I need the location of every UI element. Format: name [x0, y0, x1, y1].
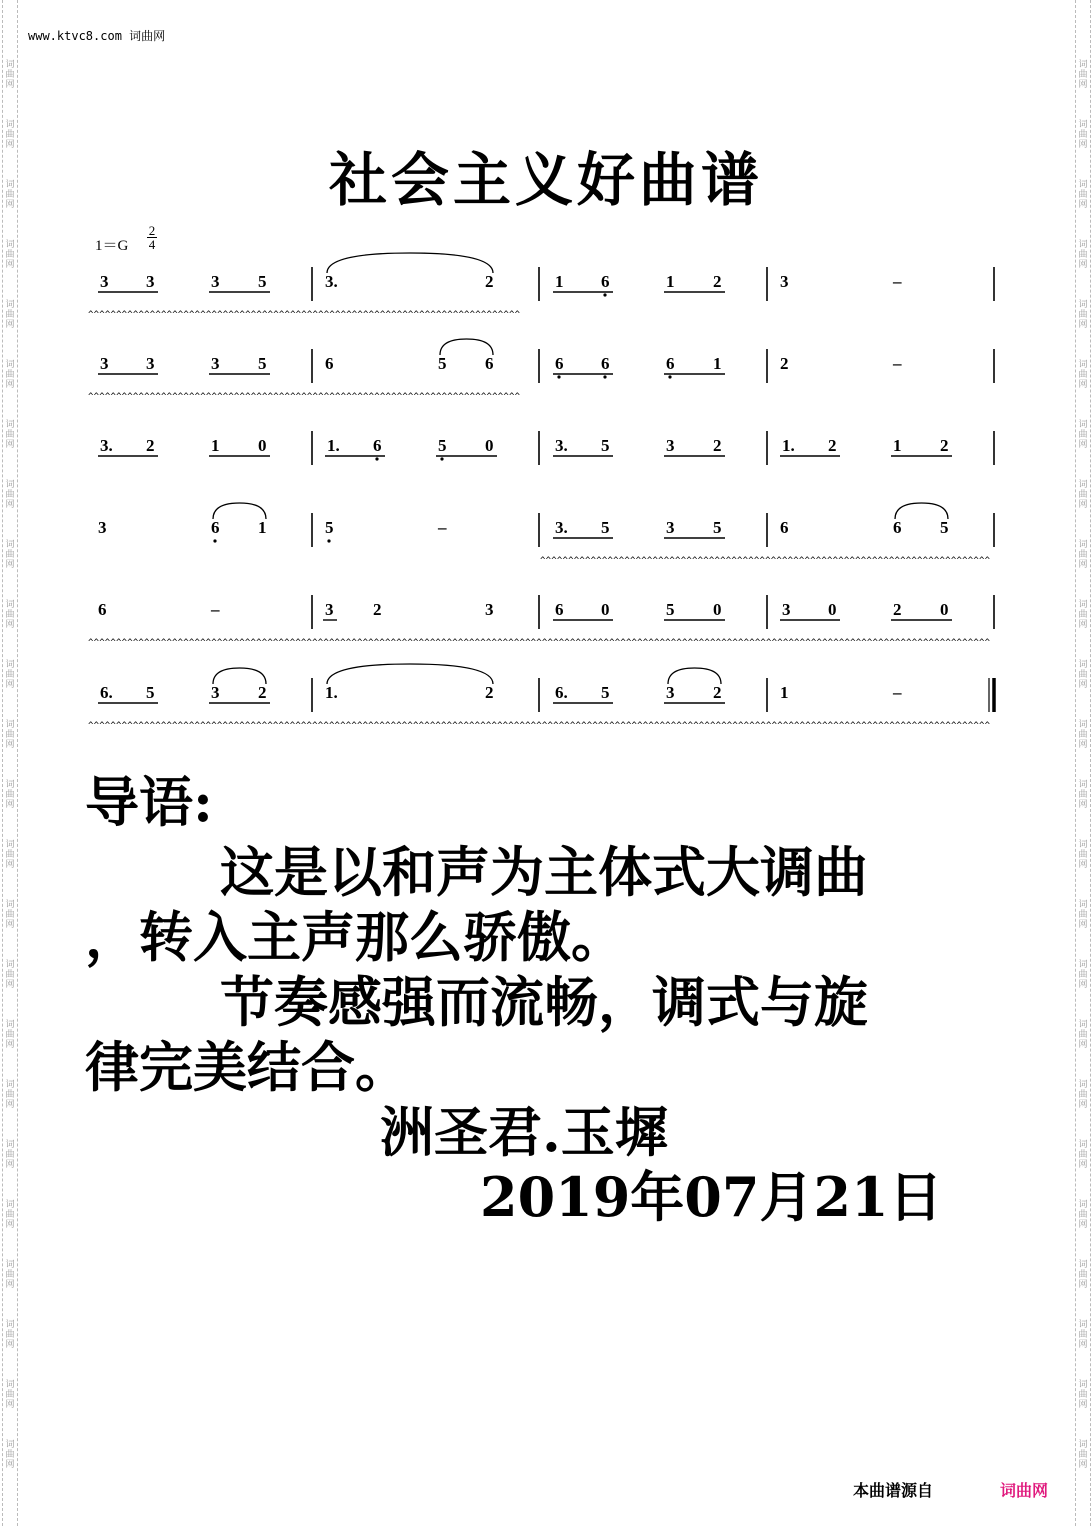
score-note: 2 — [828, 436, 837, 455]
side-watermark-text: 词 曲 网 — [1078, 360, 1088, 390]
score-note: 3 — [782, 600, 791, 619]
score-note: 3 — [666, 683, 675, 702]
side-watermark-text: 词 曲 网 — [1078, 1140, 1088, 1170]
side-watermark-text: 词 曲 网 — [1078, 420, 1088, 450]
score-note: 3 — [666, 436, 675, 455]
score-note: 3 — [146, 354, 155, 373]
score-note: 3 — [666, 518, 675, 537]
side-watermark-text: 词 曲 网 — [5, 1200, 15, 1230]
score-note: 2 — [485, 272, 494, 291]
score-note: 3. — [555, 436, 568, 455]
score-note: 5 — [258, 272, 267, 291]
score-note: 2 — [485, 683, 494, 702]
ornament-line: ^^^^^^^^^^^^^^^^^^^^^^^^^^^^^^^^^^^^^^^^^^^^^^^^^^^^^^^^^^^^^^^^^^^^^^^^^^^^^ — [88, 310, 520, 320]
side-watermark-text: 词 曲 网 — [1078, 600, 1088, 630]
score-note: 3 — [146, 272, 155, 291]
side-watermark-text: 词 曲 网 — [1078, 1380, 1088, 1410]
score-note: 5 — [438, 354, 447, 373]
slur — [668, 668, 721, 684]
side-watermark-text: 词 曲 网 — [1078, 900, 1088, 930]
octave-dot-below — [213, 539, 216, 542]
score-note: 5 — [438, 436, 447, 455]
score-note: 6 — [325, 354, 334, 373]
score-note: 6 — [893, 518, 902, 537]
score-note: 3 — [100, 354, 109, 373]
score-note: 6 — [211, 518, 220, 537]
side-watermark-text: 词 曲 网 — [1078, 720, 1088, 750]
score-note: 3 — [100, 272, 109, 291]
side-watermark-text: 词 曲 网 — [1078, 300, 1088, 330]
score-note: 5 — [713, 518, 722, 537]
side-watermark-text: 词 曲 网 — [1078, 1080, 1088, 1110]
ornament-line: ^^^^^^^^^^^^^^^^^^^^^^^^^^^^^^^^^^^^^^^^^^^^^^^^^^^^^^^^^^^^^^^^^^^^^^^^^^^^^^^^^^^^^^^^^^^^^^^^^^^^^^^^^^^^^^^^^^^^^^^^^^^^^^^^^^^^^^^^^^^^^^^^^^^^^^^^^^^^^^^^^ — [88, 638, 990, 648]
slur — [895, 503, 948, 519]
score-note: 1. — [325, 683, 338, 702]
octave-dot-below — [668, 375, 671, 378]
footer-source-label: 本曲谱源自 — [853, 1481, 934, 1500]
side-watermark-text: 词 曲 网 — [5, 420, 15, 450]
score-note: 6. — [100, 683, 113, 702]
score-note: 2 — [713, 272, 722, 291]
score-note: 5 — [258, 354, 267, 373]
score-note: 5 — [601, 683, 610, 702]
score-note: 5 — [666, 600, 675, 619]
score-note: 0 — [828, 600, 837, 619]
author-signature: 洲圣君.玉墀 — [380, 1100, 669, 1164]
score-note: 2 — [893, 600, 902, 619]
score-note: 2 — [713, 683, 722, 702]
side-watermark-text: 词 曲 网 — [5, 1440, 15, 1470]
score-note: 3. — [325, 272, 338, 291]
slur — [213, 668, 266, 684]
score-note: 6 — [555, 354, 564, 373]
footer-source-site[interactable]: 词曲网 — [1000, 1481, 1049, 1500]
side-watermark-text: 词 曲 网 — [5, 540, 15, 570]
side-watermark-text: 词 曲 网 — [5, 120, 15, 150]
side-watermark-text: 词 曲 网 — [5, 600, 15, 630]
score-note: 0 — [485, 436, 494, 455]
time-signature-bottom: 4 — [148, 237, 156, 252]
side-watermark-text: 词 曲 网 — [5, 960, 15, 990]
score-note: 6 — [601, 354, 610, 373]
score-note: 3. — [555, 518, 568, 537]
jianpu-score — [0, 0, 1092, 760]
ornament-line: ^^^^^^^^^^^^^^^^^^^^^^^^^^^^^^^^^^^^^^^^^^^^^^^^^^^^^^^^^^^^^^^^^^^^^^^^^^^^^^^^ — [540, 556, 990, 566]
side-watermark-text: 词 曲 网 — [5, 840, 15, 870]
side-watermark-text: 词 曲 网 — [5, 780, 15, 810]
site-label[interactable]: www.ktvc8.com 词曲网 — [28, 29, 166, 43]
score-note: 6 — [373, 436, 382, 455]
octave-dot-below — [557, 375, 560, 378]
side-watermark-text: 词 曲 网 — [1078, 840, 1088, 870]
score-note: 0 — [601, 600, 610, 619]
slur — [440, 339, 493, 355]
score-note: 1. — [327, 436, 340, 455]
side-watermark-text: 词 曲 网 — [5, 60, 15, 90]
score-note: 1. — [782, 436, 795, 455]
side-watermark-text: 词 曲 网 — [5, 900, 15, 930]
date: 2019年07月21日 — [480, 1165, 943, 1229]
score-note: 5 — [325, 518, 334, 537]
score-note: 3 — [485, 600, 494, 619]
score-note: 1 — [211, 436, 220, 455]
score-note: – — [893, 683, 902, 702]
slur — [327, 253, 493, 273]
side-watermark-text: 词 曲 网 — [1078, 1320, 1088, 1350]
side-watermark-text: 词 曲 网 — [1078, 120, 1088, 150]
side-watermark-text: 词 曲 网 — [5, 1140, 15, 1170]
side-watermark-text: 词 曲 网 — [1078, 480, 1088, 510]
score-note: 6 — [780, 518, 789, 537]
slur — [213, 503, 266, 519]
side-watermark-text: 词 曲 网 — [1078, 1260, 1088, 1290]
side-watermark-text: 词 曲 网 — [1078, 540, 1088, 570]
side-watermark-text: 词 曲 网 — [5, 1320, 15, 1350]
side-watermark-text: 词 曲 网 — [1078, 60, 1088, 90]
intro-line-4: 律完美结合。 — [85, 1035, 409, 1099]
octave-dot-below — [327, 539, 330, 542]
score-note: 5 — [940, 518, 949, 537]
score-note: 3 — [780, 272, 789, 291]
score-note: 3. — [100, 436, 113, 455]
score-note: 2 — [713, 436, 722, 455]
side-watermark-text: 词 曲 网 — [1078, 240, 1088, 270]
score-note: 0 — [713, 600, 722, 619]
side-watermark-text: 词 曲 网 — [1078, 660, 1088, 690]
score-note: 3 — [325, 600, 334, 619]
octave-dot-below — [440, 457, 443, 460]
score-note: 5 — [601, 518, 610, 537]
octave-dot-below — [603, 293, 606, 296]
side-watermark-text: 词 曲 网 — [5, 1080, 15, 1110]
score-note: – — [438, 518, 447, 537]
score-note: 2 — [146, 436, 155, 455]
side-watermark-text: 词 曲 网 — [5, 480, 15, 510]
score-note: 6 — [555, 600, 564, 619]
score-note: 1 — [893, 436, 902, 455]
slur — [327, 664, 493, 684]
side-watermark-text: 词 曲 网 — [5, 180, 15, 210]
side-watermark-text: 词 曲 网 — [1078, 180, 1088, 210]
score-note: – — [893, 354, 902, 373]
octave-dot-below — [603, 375, 606, 378]
score-note: 6 — [98, 600, 107, 619]
score-note: – — [893, 272, 902, 291]
side-watermark-text: 词 曲 网 — [5, 660, 15, 690]
score-note: 1 — [555, 272, 564, 291]
ornament-line: ^^^^^^^^^^^^^^^^^^^^^^^^^^^^^^^^^^^^^^^^^^^^^^^^^^^^^^^^^^^^^^^^^^^^^^^^^^^^^ — [88, 392, 520, 402]
ornament-line: ^^^^^^^^^^^^^^^^^^^^^^^^^^^^^^^^^^^^^^^^^^^^^^^^^^^^^^^^^^^^^^^^^^^^^^^^^^^^^^^^^^^^^^^^^^^^^^^^^^^^^^^^^^^^^^^^^^^^^^^^^^^^^^^^^^^^^^^^^^^^^^^^^^^^^^^^^^^^^^^^^ — [88, 721, 990, 731]
score-note: 5 — [601, 436, 610, 455]
side-watermark-text: 词 曲 网 — [5, 360, 15, 390]
side-watermark-text: 词 曲 网 — [5, 1020, 15, 1050]
side-watermark-text: 词 曲 网 — [5, 1380, 15, 1410]
score-note: 5 — [146, 683, 155, 702]
side-watermark-text: 词 曲 网 — [5, 240, 15, 270]
time-signature-top: 2 — [148, 223, 156, 238]
score-note: 1 — [780, 683, 789, 702]
score-note: 0 — [940, 600, 949, 619]
score-note: 1 — [666, 272, 675, 291]
side-watermark-text: 词 曲 网 — [1078, 780, 1088, 810]
side-watermark-text: 词 曲 网 — [5, 1260, 15, 1290]
score-note: 6. — [555, 683, 568, 702]
score-title: 社会主义好曲谱 — [328, 146, 763, 214]
score-note: 2 — [940, 436, 949, 455]
intro-line-2: ，转入主声那么骄傲。 — [85, 905, 625, 969]
score-note: 2 — [258, 683, 267, 702]
side-watermark-text: 词 曲 网 — [1078, 1440, 1088, 1470]
score-note: 0 — [258, 436, 267, 455]
side-watermark-text: 词 曲 网 — [5, 720, 15, 750]
intro-line-1: 这是以和声为主体式大调曲 — [220, 840, 868, 904]
score-note: 3 — [98, 518, 107, 537]
key-signature: 1＝G — [95, 238, 129, 254]
side-watermark-text: 词 曲 网 — [1078, 960, 1088, 990]
intro-line-3: 节奏感强而流畅，调式与旋 — [220, 970, 868, 1034]
intro-heading: 导语: — [85, 770, 213, 834]
score-note: – — [211, 600, 220, 619]
score-note: 1 — [258, 518, 267, 537]
score-note: 2 — [373, 600, 382, 619]
score-note: 2 — [780, 354, 789, 373]
score-note: 6 — [485, 354, 494, 373]
side-watermark-text: 词 曲 网 — [1078, 1200, 1088, 1230]
side-watermark-text: 词 曲 网 — [5, 300, 15, 330]
octave-dot-below — [375, 457, 378, 460]
score-note: 1 — [713, 354, 722, 373]
score-note: 6 — [666, 354, 675, 373]
score-note: 6 — [601, 272, 610, 291]
score-note: 3 — [211, 272, 220, 291]
score-note: 3 — [211, 683, 220, 702]
score-note: 3 — [211, 354, 220, 373]
side-watermark-text: 词 曲 网 — [1078, 1020, 1088, 1050]
